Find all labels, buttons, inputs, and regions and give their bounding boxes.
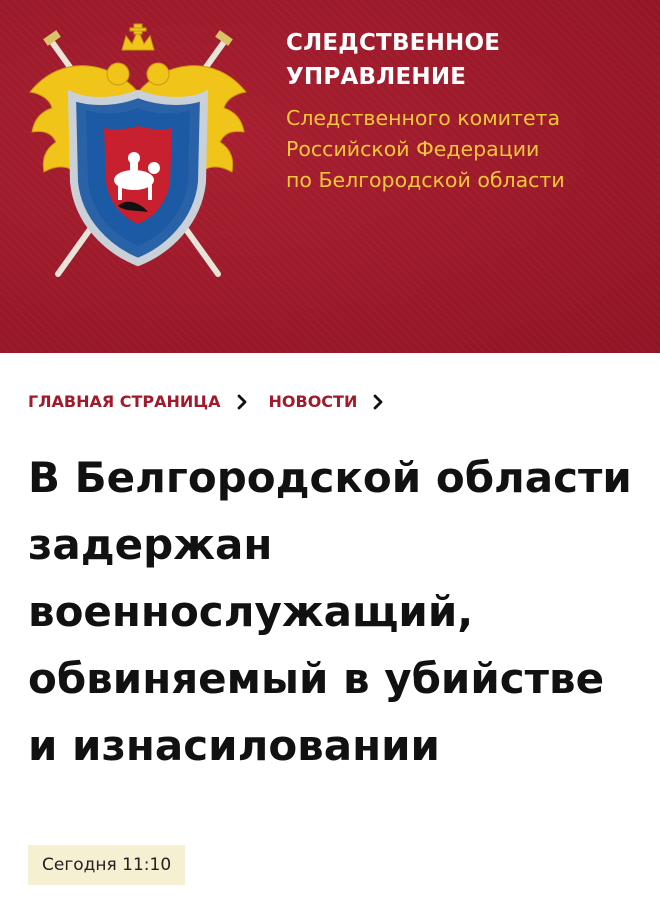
headline-line: обвиняемый в убийстве (28, 654, 605, 703)
headline-line: В Белгородской области (28, 453, 632, 502)
breadcrumb (28, 392, 405, 411)
organization-title[interactable] (286, 26, 646, 94)
chevron-right-icon (371, 394, 385, 410)
breadcrumb-home-link[interactable]: ГЛАВНАЯ СТРАНИЦА (28, 392, 221, 411)
publication-timestamp: Сегодня 11:10 (28, 845, 185, 885)
organization-subtitle-line: Следственного комитета (286, 106, 561, 130)
header-text (286, 26, 646, 196)
organization-subtitle[interactable] (286, 103, 646, 196)
investigative-committee-emblem-icon[interactable] (22, 22, 254, 284)
headline-line: и изнасиловании (28, 721, 440, 770)
organization-subtitle-line: по Белгородской области (286, 168, 565, 192)
organization-title-line: УПРАВЛЕНИЕ (286, 64, 467, 90)
headline-line: задержан (28, 520, 273, 569)
organization-subtitle-line: Российской Федерации (286, 137, 540, 161)
chevron-right-icon (235, 394, 249, 410)
organization-title-line: СЛЕДСТВЕННОЕ (286, 30, 501, 56)
headline-line: военнослужащий, (28, 587, 474, 636)
breadcrumb-news-link[interactable]: НОВОСТИ (268, 392, 358, 411)
article-headline (28, 444, 648, 779)
site-header (0, 0, 660, 353)
